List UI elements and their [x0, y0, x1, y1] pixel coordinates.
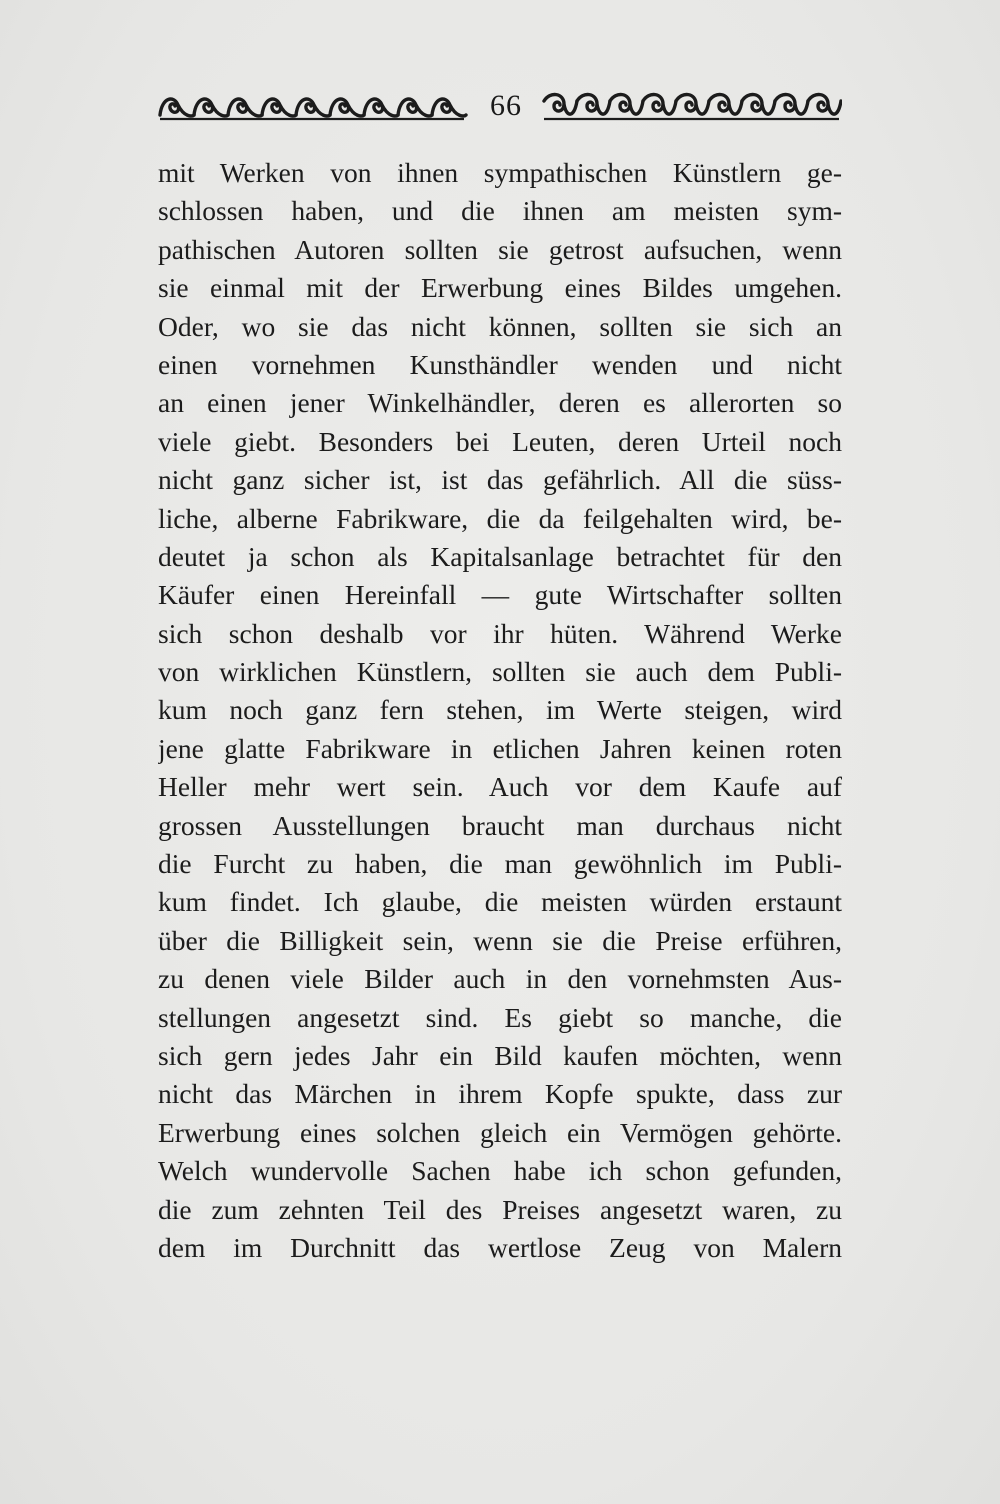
- ornament-scroll-unit: [643, 95, 676, 115]
- page-header: [158, 82, 842, 130]
- ornament-scroll-unit: [296, 99, 330, 116]
- text-line: dem im Durchnitt das wertlose Zeug von Malern: [158, 1231, 842, 1263]
- text-line: die Furcht zu haben, die man gewöhnlich im Publi-: [158, 848, 842, 880]
- ornament-scroll-unit: [676, 95, 709, 115]
- wave-scroll-border-right-icon: [542, 89, 842, 123]
- text-line: von wirklichen Künstlern, sollten sie auch dem Publi-: [158, 656, 842, 688]
- text-line: über die Billigkeit sein, wenn sie die Preise erführen,: [158, 924, 842, 956]
- ornament-scroll-unit: [742, 95, 775, 115]
- text-line: sich gern jedes Jahr ein Bild kaufen möchten, wenn: [158, 1039, 842, 1071]
- ornament-scroll-unit: [194, 99, 228, 116]
- ornament-scroll-unit: [228, 99, 262, 116]
- text-line: viele giebt. Besonders bei Leuten, deren Urteil noch: [158, 425, 842, 457]
- ornament-scroll-unit: [544, 95, 577, 115]
- text-line: nicht das Märchen in ihrem Kopfe spukte, dass zur: [158, 1078, 842, 1110]
- text-line: sie einmal mit der Erwerbung eines Bildes umgehen.: [158, 272, 842, 304]
- text-line: an einen jener Winkelhändler, deren es allerorten so: [158, 387, 842, 419]
- ornament-scroll-unit: [262, 99, 296, 116]
- ornament-scroll-unit: [160, 99, 194, 116]
- wave-scroll-border-left-icon: [158, 89, 470, 123]
- ornament-scroll-unit: [610, 95, 643, 115]
- text-line: nicht ganz sicher ist, ist das gefährlich. All die süss-: [158, 464, 842, 496]
- text-line: jene glatte Fabrikware in etlichen Jahren keinen roten: [158, 732, 842, 764]
- text-line: Welch wundervolle Sachen habe ich schon gefunden,: [158, 1155, 842, 1187]
- text-line: Erwerbung eines solchen gleich ein Vermögen gehörte.: [158, 1116, 842, 1148]
- text-line: kum findet. Ich glaube, die meisten würden erstaunt: [158, 886, 842, 918]
- text-line: pathischen Autoren sollten sie getrost aufsuchen, wenn: [158, 233, 842, 265]
- ornament-scroll-unit: [330, 99, 364, 116]
- text-line: mit Werken von ihnen sympathischen Künstlern ge-: [158, 157, 842, 188]
- ornament-scroll-unit: [577, 95, 610, 115]
- ornament-scroll-unit: [364, 99, 398, 116]
- body-text: [158, 154, 842, 1267]
- ornament-scroll-unit: [709, 95, 742, 115]
- text-line: Heller mehr wert sein. Auch vor dem Kaufe auf: [158, 771, 842, 803]
- text-line: stellungen angesetzt sind. Es giebt so manche, die: [158, 1001, 842, 1033]
- ornament-scroll-unit: [808, 95, 841, 115]
- text-line: Oder, wo sie das nicht können, sollten sie sich an: [158, 310, 842, 342]
- ornament-scroll-unit: [775, 95, 808, 115]
- ornament-scroll-unit: [432, 99, 466, 116]
- text-line: grossen Ausstellungen braucht man durchaus nicht: [158, 809, 842, 841]
- text-line: Käufer einen Hereinfall — gute Wirtschafter sollten: [158, 579, 842, 611]
- text-line: deutet ja schon als Kapitalsanlage betrachtet für den: [158, 540, 842, 572]
- text-line: zu denen viele Bilder auch in den vornehmsten Aus-: [158, 963, 842, 995]
- page-number: 66: [490, 89, 522, 122]
- text-line: die zum zehnten Teil des Preises angesetzt waren, zu: [158, 1193, 842, 1225]
- text-line: einen vornehmen Kunsthändler wenden und nicht: [158, 348, 842, 380]
- text-line: schlossen haben, und die ihnen am meisten sym-: [158, 195, 842, 227]
- text-line: sich schon deshalb vor ihr hüten. Während Werke: [158, 617, 842, 649]
- text-line: liche, alberne Fabrikware, die da feilgehalten wird, be-: [158, 502, 842, 534]
- text-line: kum noch ganz fern stehen, im Werte steigen, wird: [158, 694, 842, 726]
- ornament-scroll-unit: [398, 99, 432, 116]
